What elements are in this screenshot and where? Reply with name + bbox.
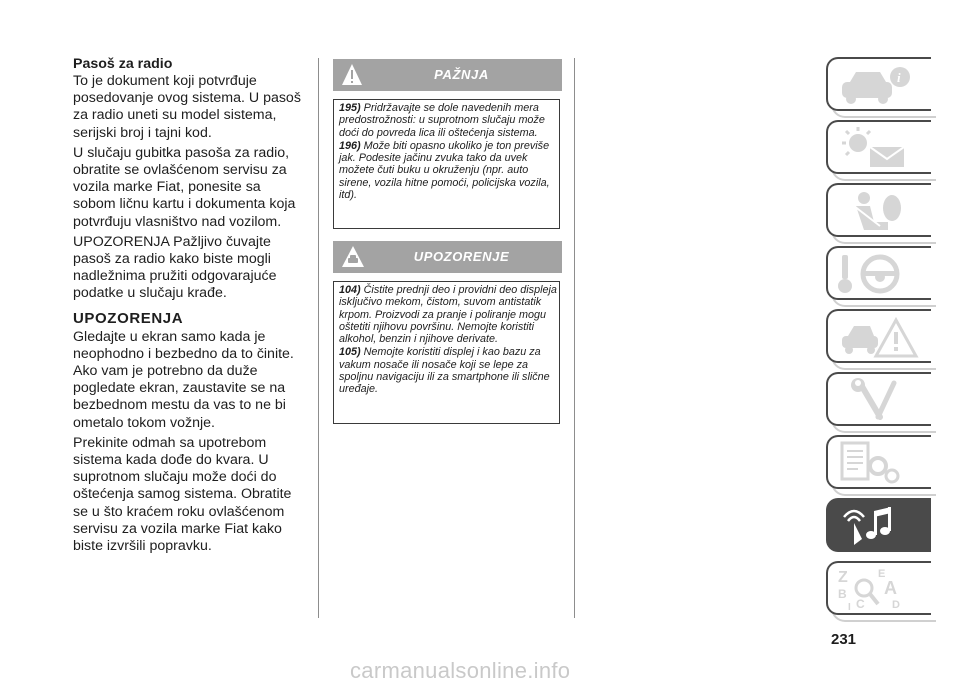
paragraph: To je dokument koji potvrđuje posedovanje ovog sistema. U pasoš za radio uneti su model sistema, serijski broj i tajni kod. xyxy=(73,73,301,141)
warning-item xyxy=(339,102,559,139)
paragraph: U slučaju gubitka pasoša za radio, obratite se ovlašćenom servisu za vozila marke Fiat, ponesite sa sobom ličnu kartu i dokumenta koja potvrđuju vlasništvo nad vozilom. xyxy=(73,144,296,230)
caution-box-body xyxy=(333,281,560,424)
multimedia-music-icon xyxy=(834,503,930,549)
section-heading: Pasoš za radio xyxy=(73,56,173,72)
item-number: 196) xyxy=(339,139,361,152)
alphabetical-index-icon xyxy=(834,566,930,612)
tab-car-info[interactable] xyxy=(826,57,931,111)
column-divider xyxy=(574,58,575,618)
warning-item xyxy=(339,140,559,201)
car-warning-icon xyxy=(834,314,930,360)
warning-box-header xyxy=(333,59,562,91)
caution-item xyxy=(339,284,559,345)
item-text: Pridržavajte se dole navedenih mera predostrožnosti: u suprotnom slučaju može doći do povreda lica ili oštećenja sistema. xyxy=(339,102,545,139)
index-letter: I xyxy=(848,602,851,612)
column-divider xyxy=(318,58,319,618)
tab-index[interactable] xyxy=(826,561,931,615)
caution-item xyxy=(339,346,559,395)
warning-box-title: PAŽNJA xyxy=(434,67,489,82)
seat-airbag-icon xyxy=(834,188,930,234)
tab-safety[interactable] xyxy=(826,183,931,237)
index-letter: B xyxy=(838,587,847,601)
tab-technical-data[interactable] xyxy=(826,435,931,489)
wrench-screwdriver-icon xyxy=(834,377,930,423)
caution-box-title: UPOZORENJE xyxy=(413,249,510,264)
paragraph: Gledajte u ekran samo kada je neophodno i bezbedno da to činite. Ako vam je potrebno da duže pogledate ekran, zaustavite se na bezbednom mestu da vas to ne bi ometalo tokom vožnje. xyxy=(73,328,294,431)
key-steering-wheel-icon xyxy=(834,251,930,297)
item-text: Nemojte koristiti displej i kao bazu za vakum nosače ili nosače koji se lepe za spoljnu navigaciju ili za smartphone ili slične uređaje. xyxy=(339,346,550,396)
item-text: Čistite prednji deo i providni deo displeja isključivo mekom, čistom, suvom antistatik krpom. Proizvodi za pranje i poliranje mogu oštetiti njihovu površinu. Nemojte koristiti alkohol, benzin i njihove derivate. xyxy=(339,284,557,346)
warning-box-body xyxy=(333,99,560,229)
svg-text:i: i xyxy=(897,70,901,85)
tab-multimedia[interactable] xyxy=(826,498,931,552)
index-letter: A xyxy=(884,578,897,598)
tab-starting-driving[interactable] xyxy=(826,246,931,300)
spec-sheet-gears-icon xyxy=(834,440,930,486)
index-letter: C xyxy=(856,597,865,611)
tab-lights-messages[interactable] xyxy=(826,120,931,174)
watermark: carmanualsonline.info xyxy=(350,658,571,683)
item-number: 105) xyxy=(339,346,361,359)
item-number: 104) xyxy=(339,284,361,296)
paragraph: Prekinite odmah sa upotrebom sistema kada dođe do kvara. U suprotnom slučaju može doći do oštećenja samog sistema. Obratite se u što kraćem roku ovlašćenom servisu za vozila marke Fiat kako biste izvršili popravku. xyxy=(73,434,292,555)
index-letter: Z xyxy=(838,569,848,586)
index-letter: E xyxy=(878,568,886,580)
tab-maintenance[interactable] xyxy=(826,372,931,426)
car-info-icon xyxy=(834,62,930,108)
paragraph: UPOZORENJA Pažljivo čuvajte pasoš za radio kako biste mogli nadležnima pružiti odgovarajuće podatke u slučaju krađe. xyxy=(73,233,277,302)
index-letter: D xyxy=(892,599,900,611)
page-number: 231 xyxy=(831,631,857,648)
item-number: 195) xyxy=(339,102,361,114)
caution-box-header xyxy=(333,241,562,273)
item-text: Može biti opasno ukoliko je ton previše jak. Podesite jačinu zvuka tako da uvek možete čuti buku u okruženju (npr. auto sirene, vozila hitne pomoći, policijska vozila, itd). xyxy=(339,139,550,202)
tab-emergency[interactable] xyxy=(826,309,931,363)
lights-envelope-icon xyxy=(834,125,930,171)
main-text-column xyxy=(73,56,301,558)
warnings-heading: UPOZORENJA xyxy=(73,309,184,327)
